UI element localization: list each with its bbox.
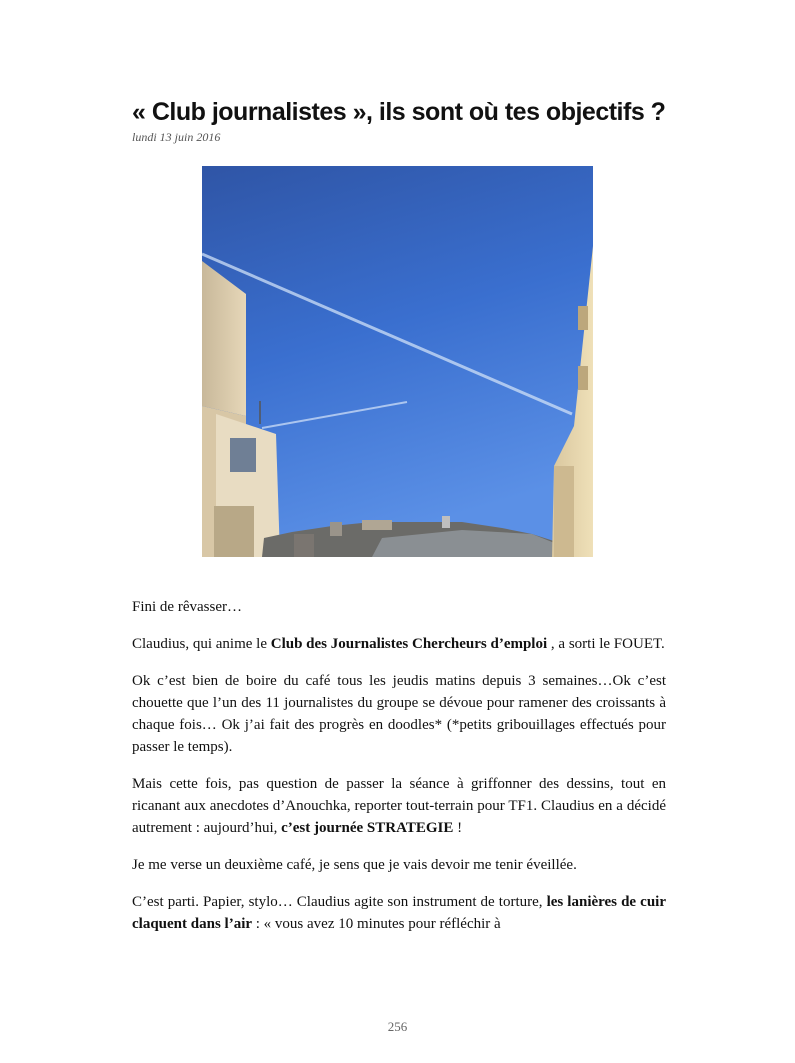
page-number: 256 — [387, 1019, 408, 1034]
bold-club-name: Club des Journalistes Chercheurs d’emploi — [270, 636, 548, 652]
paragraph-4: Mais cette fois, pas question de passer la séance à griffonner des dessins, tout en ricanant aux anecdotes d’Anouchka, reporter tout-terrain pour TF1. Claudius en a décidé autrement : aujourd’hui, c’est journée STRATEGIE ! — [132, 776, 666, 836]
paragraph-5: Je me verse un deuxième café, je sens que je vais devoir me tenir éveillée. — [132, 857, 577, 873]
article-title: « Club journalistes », ils sont où tes objectifs ? — [132, 98, 666, 126]
paragraph-1: Fini de rêvasser… — [132, 599, 242, 615]
sky-photo — [202, 166, 593, 557]
article-date: lundi 13 juin 2016 — [132, 130, 221, 144]
paragraph-3: Ok c’est bien de boire du café tous les jeudis matins depuis 3 semaines…Ok c’est chouette que l’un des 11 journalistes du groupe se dévoue pour ramener des croissants à chaque fois… Ok j’ai fait des progrès en doodles* (*petits gribouillages effectués pour passer le temps). — [132, 673, 666, 755]
article-body — [132, 596, 666, 950]
paragraph-2: Claudius, qui anime le Club des Journalistes Chercheurs d’emploi , a sorti le FOUET. — [132, 636, 665, 652]
paragraph-6: C’est parti. Papier, stylo… Claudius agite son instrument de torture, les lanières de cuir claquent dans l’air : « vous avez 10 minutes pour réfléchir à — [132, 894, 666, 932]
bold-strategie: c’est journée STRATEGIE — [281, 820, 454, 836]
bold-lanieres: les lanières de cuir claquent dans l’air — [132, 894, 666, 932]
